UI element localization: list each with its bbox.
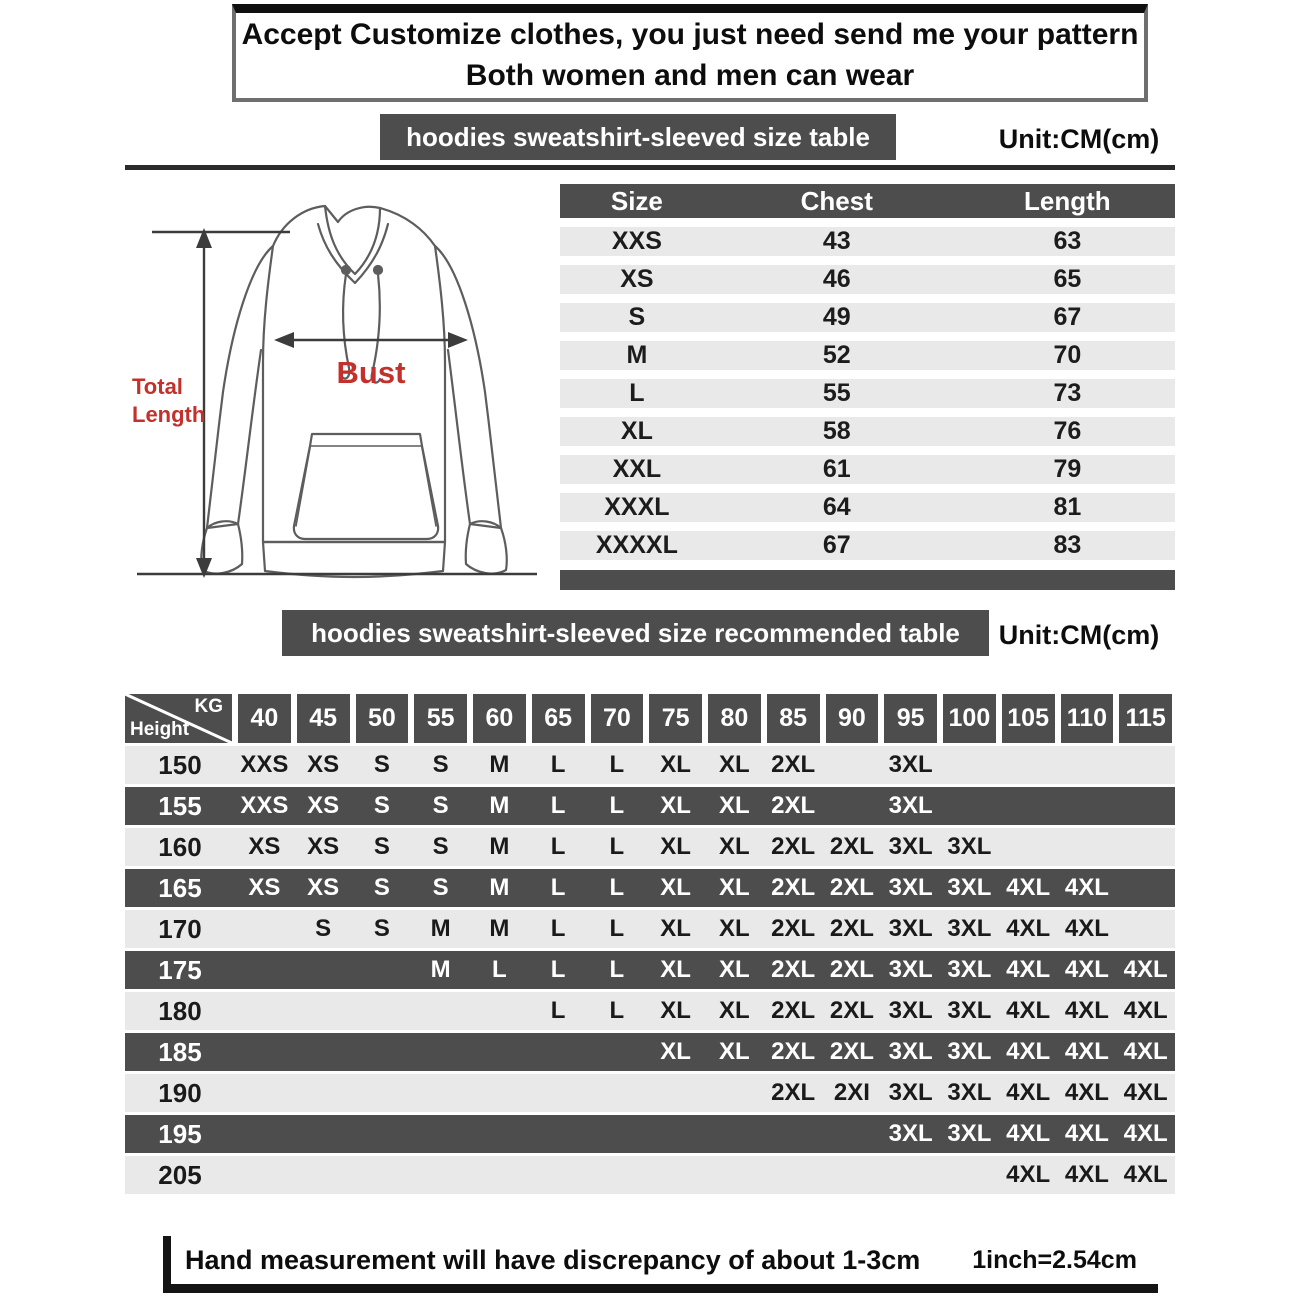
weight-col-header <box>529 694 588 743</box>
chest-cell: 67 <box>822 531 851 559</box>
height-label: 190 <box>158 1077 202 1108</box>
size-table-row <box>560 379 1175 408</box>
rec-size-cell: XL <box>660 874 691 901</box>
rec-size-cell: 2XL <box>829 1038 874 1065</box>
weight-col-header <box>881 694 940 743</box>
size-cell: XL <box>620 417 653 445</box>
rec-table-body <box>125 746 1175 1194</box>
recommended-table <box>125 694 1175 1194</box>
rec-size-cell: 3XL <box>947 915 992 942</box>
rec-size-cell: 4XL <box>1006 1161 1051 1188</box>
length-cell: 81 <box>1053 493 1082 521</box>
rec-size-cell: 3XL <box>947 956 992 983</box>
weight-col-header <box>705 694 764 743</box>
weight-col-header <box>411 694 470 743</box>
weight-col-header <box>1116 694 1175 743</box>
rec-size-cell: L <box>550 956 566 983</box>
rec-size-cell: M <box>489 751 510 778</box>
rec-table-row <box>125 951 1175 989</box>
rec-size-cell: XS <box>248 833 281 860</box>
rec-size-cell: XS <box>248 874 281 901</box>
size-cell: XXXL <box>604 493 670 521</box>
rec-table-row <box>125 1156 1175 1194</box>
rec-size-cell: L <box>550 997 566 1024</box>
rec-size-cell: 4XL <box>1064 997 1109 1024</box>
size-table-row <box>560 341 1175 370</box>
chest-cell: 52 <box>822 341 851 369</box>
height-label: 165 <box>158 872 202 903</box>
rec-size-cell: L <box>550 792 566 819</box>
weight-col-header <box>1058 694 1117 743</box>
weight-col-label: 80 <box>708 694 761 743</box>
weight-col-label: 85 <box>767 694 820 743</box>
chest-cell: 49 <box>822 303 851 331</box>
rec-size-cell: 2XL <box>771 1079 816 1106</box>
rec-size-cell: XL <box>719 751 750 778</box>
height-label: 180 <box>158 995 202 1026</box>
weight-col-label: 65 <box>532 694 585 743</box>
size-col-header: Chest <box>800 185 873 216</box>
size-cell: XXL <box>612 455 662 483</box>
rec-size-cell: 3XL <box>947 1079 992 1106</box>
rec-size-cell: 3XL <box>888 874 933 901</box>
rec-size-cell: XL <box>660 751 691 778</box>
length-cell: 70 <box>1053 341 1082 369</box>
rec-size-cell: 4XL <box>1064 1079 1109 1106</box>
rec-table-row <box>125 1033 1175 1071</box>
size-table-header <box>560 184 1175 218</box>
rec-size-cell: XL <box>719 1038 750 1065</box>
rec-size-cell: 4XL <box>1006 915 1051 942</box>
size-cell: XXS <box>611 227 662 255</box>
rec-size-cell: L <box>492 956 507 983</box>
weight-col-header <box>823 694 882 743</box>
rec-size-cell: XL <box>660 792 691 819</box>
rec-size-cell: 3XL <box>888 915 933 942</box>
size-table-row <box>560 265 1175 294</box>
rec-size-cell: L <box>609 833 625 860</box>
size-cell: S <box>628 303 646 331</box>
rec-size-cell: 2XL <box>771 956 816 983</box>
rec-size-cell: 3XL <box>888 997 933 1024</box>
rec-size-cell: 3XL <box>947 1038 992 1065</box>
weight-col-label: 60 <box>473 694 526 743</box>
size-cell: M <box>626 341 648 369</box>
rec-table-row <box>125 1074 1175 1112</box>
rec-size-cell: 2XL <box>771 792 816 819</box>
length-cell: 73 <box>1053 379 1082 407</box>
weight-col-header <box>294 694 353 743</box>
weight-col-label: 40 <box>238 694 291 743</box>
rec-size-cell: L <box>609 874 625 901</box>
rec-size-cell: S <box>373 792 390 819</box>
rec-table-header <box>125 694 1175 743</box>
rec-size-cell: L <box>550 833 566 860</box>
rec-table-row <box>125 787 1175 825</box>
rec-size-cell: M <box>489 915 510 942</box>
rec-table-row <box>125 828 1175 866</box>
rec-size-cell: 4XL <box>1064 1161 1109 1188</box>
height-label: 175 <box>158 954 202 985</box>
rec-size-cell: 4XL <box>1006 874 1051 901</box>
rec-size-cell: L <box>550 874 566 901</box>
size-table-row <box>560 455 1175 484</box>
hoodie-diagram <box>122 182 560 602</box>
rec-size-cell: 4XL <box>1064 915 1109 942</box>
size-cell: L <box>629 379 645 407</box>
height-label: 150 <box>158 749 202 780</box>
rec-size-cell: 2XL <box>771 833 816 860</box>
weight-col-label: 50 <box>356 694 409 743</box>
rec-size-cell: 4XL <box>1064 1038 1109 1065</box>
height-axis-label: Height <box>130 719 190 740</box>
rec-size-cell: XL <box>660 956 691 983</box>
weight-col-header <box>940 694 999 743</box>
weight-col-label: 45 <box>297 694 350 743</box>
custom-clothes-banner <box>232 4 1148 102</box>
rec-size-cell: 3XL <box>888 792 933 819</box>
rec-size-cell: 4XL <box>1123 1079 1168 1106</box>
rec-size-cell: XXS <box>240 792 289 819</box>
rec-size-cell: L <box>609 751 625 778</box>
rec-size-cell: 2XL <box>771 751 816 778</box>
rec-size-cell: 2XL <box>829 956 874 983</box>
unit-label-1: Unit:CM(cm) <box>998 124 1160 154</box>
rec-size-cell: 4XL <box>1006 1079 1051 1106</box>
weight-col-label: 115 <box>1119 694 1172 743</box>
rec-size-cell: 4XL <box>1123 1161 1168 1188</box>
rec-size-cell: 2XL <box>771 874 816 901</box>
rec-size-cell: 4XL <box>1123 956 1168 983</box>
kg-axis-label: KG <box>194 696 223 717</box>
length-cell: 67 <box>1053 303 1082 331</box>
rec-table-row <box>125 992 1175 1030</box>
rec-size-cell: XL <box>719 874 750 901</box>
rec-size-cell: S <box>432 751 449 778</box>
rec-size-cell: S <box>432 792 449 819</box>
chest-cell: 64 <box>822 493 851 521</box>
rec-size-cell: L <box>609 956 625 983</box>
rec-size-cell: 2XL <box>829 997 874 1024</box>
size-cell: XXXXL <box>595 531 678 559</box>
rec-size-cell: M <box>489 833 510 860</box>
corner-cell-box <box>125 694 232 743</box>
rec-table-row <box>125 869 1175 907</box>
measurement-note: Hand measurement will have discrepancy of about 1-3cm <box>185 1244 921 1275</box>
rec-size-cell: 2XI <box>833 1079 870 1106</box>
weight-col-label: 90 <box>826 694 879 743</box>
length-cell: 63 <box>1053 227 1082 255</box>
rec-size-cell: L <box>609 915 625 942</box>
height-label: 160 <box>158 831 202 862</box>
rec-size-cell: S <box>315 915 332 942</box>
chest-cell: 58 <box>822 417 851 445</box>
length-cell: 83 <box>1053 531 1082 559</box>
height-label: 195 <box>158 1118 202 1149</box>
rec-size-cell: XL <box>660 997 691 1024</box>
rec-size-cell: 4XL <box>1006 1120 1051 1147</box>
size-table-row <box>560 227 1175 256</box>
rec-size-cell: 4XL <box>1064 1120 1109 1147</box>
rec-size-cell: XL <box>719 997 750 1024</box>
rec-size-cell: 2XL <box>829 874 874 901</box>
rec-size-cell: M <box>430 915 451 942</box>
rec-size-cell: 4XL <box>1123 1038 1168 1065</box>
rec-table-row <box>125 746 1175 784</box>
rec-size-cell: XL <box>719 956 750 983</box>
rec-size-cell: M <box>489 874 510 901</box>
total-length-label-line1: Total <box>132 374 183 399</box>
rec-size-cell: 4XL <box>1123 997 1168 1024</box>
rec-size-cell: L <box>550 915 566 942</box>
height-label: 170 <box>158 913 202 944</box>
weight-col-label: 70 <box>591 694 644 743</box>
rec-size-cell: XS <box>307 833 340 860</box>
size-table-title: hoodies sweatshirt-sleeved size table <box>380 114 896 160</box>
length-cell: 65 <box>1053 265 1082 293</box>
rec-size-cell: 2XL <box>829 915 874 942</box>
rec-size-cell: 4XL <box>1064 956 1109 983</box>
chest-cell: 61 <box>822 455 851 483</box>
rec-size-cell: 4XL <box>1006 956 1051 983</box>
rec-size-cell: 3XL <box>888 751 933 778</box>
height-label: 185 <box>158 1036 202 1067</box>
weight-col-label: 55 <box>414 694 467 743</box>
rec-size-cell: 3XL <box>947 1120 992 1147</box>
rec-size-cell: XL <box>660 915 691 942</box>
rec-size-cell: L <box>609 997 625 1024</box>
rec-size-cell: 3XL <box>947 997 992 1024</box>
weight-col-label: 95 <box>884 694 937 743</box>
rec-size-cell: XL <box>660 833 691 860</box>
footer-note <box>163 1236 1158 1293</box>
rec-size-cell: XL <box>660 1038 691 1065</box>
rec-size-cell: 3XL <box>888 1038 933 1065</box>
weight-col-header <box>470 694 529 743</box>
total-length-label-line2: Length <box>132 402 206 427</box>
rec-size-cell: 4XL <box>1006 1038 1051 1065</box>
rec-size-cell: S <box>373 874 390 901</box>
height-label: 155 <box>158 790 202 821</box>
rec-size-cell: 3XL <box>888 1079 933 1106</box>
rec-table-row <box>125 910 1175 948</box>
weight-col-header <box>588 694 647 743</box>
inch-conversion: 1inch=2.54cm <box>972 1245 1137 1274</box>
rec-size-cell: 4XL <box>1006 997 1051 1024</box>
length-cell: 79 <box>1053 455 1082 483</box>
rec-size-cell: M <box>489 792 510 819</box>
weight-col-header <box>999 694 1058 743</box>
size-table-row <box>560 417 1175 446</box>
rec-size-cell: 4XL <box>1064 874 1109 901</box>
rec-size-cell: M <box>430 956 451 983</box>
rec-size-cell: XL <box>719 915 750 942</box>
size-col-header: Size <box>610 185 663 216</box>
bust-label: Bust <box>336 355 406 390</box>
size-table-row <box>560 303 1175 332</box>
rec-size-cell: 4XL <box>1123 1120 1168 1147</box>
size-table-footer-bar <box>560 570 1175 590</box>
weight-col-header <box>235 694 294 743</box>
rec-size-cell: 3XL <box>947 874 992 901</box>
rec-size-cell: XL <box>719 833 750 860</box>
weight-col-label: 110 <box>1061 694 1114 743</box>
weight-col-label: 100 <box>943 694 996 743</box>
unit-label-2: Unit:CM(cm) <box>998 620 1160 650</box>
rec-size-cell: XS <box>307 792 340 819</box>
chest-cell: 55 <box>822 379 851 407</box>
rec-size-cell: S <box>373 751 390 778</box>
size-table-body <box>560 227 1175 560</box>
recommended-table-title: hoodies sweatshirt-sleeved size recommended table <box>282 610 989 656</box>
length-cell: 76 <box>1053 417 1082 445</box>
size-table-row <box>560 493 1175 522</box>
rec-size-cell: L <box>609 792 625 819</box>
size-table-row <box>560 531 1175 560</box>
weight-col-header <box>646 694 705 743</box>
rec-size-cell: 2XL <box>771 915 816 942</box>
rec-size-cell: S <box>432 833 449 860</box>
rec-size-cell: 2XL <box>771 1038 816 1065</box>
chest-cell: 43 <box>822 227 851 255</box>
corner-cell <box>125 694 235 743</box>
banner-line-1: Accept Customize clothes, you just need send me your pattern <box>241 18 1139 51</box>
height-label: 205 <box>158 1159 202 1190</box>
size-cell: XS <box>620 265 654 293</box>
banner-line-2: Both women and men can wear <box>465 58 915 92</box>
rec-size-cell: XS <box>307 874 340 901</box>
rec-size-cell: XL <box>719 792 750 819</box>
hoodie-sketch <box>122 182 560 602</box>
rec-size-cell: 2XL <box>829 833 874 860</box>
size-col-header: Length <box>1024 185 1111 216</box>
rec-size-cell: S <box>373 833 390 860</box>
weight-col-label: 75 <box>649 694 702 743</box>
weight-col-header <box>764 694 823 743</box>
rec-size-cell: S <box>432 874 449 901</box>
chest-cell: 46 <box>822 265 851 293</box>
rec-size-cell: 3XL <box>888 956 933 983</box>
section-divider <box>125 165 1175 170</box>
rec-size-cell: L <box>550 751 566 778</box>
size-table <box>560 184 1175 590</box>
rec-size-cell: XXS <box>240 751 289 778</box>
rec-size-cell: 3XL <box>947 833 992 860</box>
rec-size-cell: 3XL <box>888 1120 933 1147</box>
rec-size-cell: XS <box>307 751 340 778</box>
rec-size-cell: S <box>373 915 390 942</box>
rec-size-cell: 3XL <box>888 833 933 860</box>
rec-table-row <box>125 1115 1175 1153</box>
weight-col-label: 105 <box>1002 694 1055 743</box>
weight-col-header <box>353 694 412 743</box>
rec-size-cell: 2XL <box>771 997 816 1024</box>
